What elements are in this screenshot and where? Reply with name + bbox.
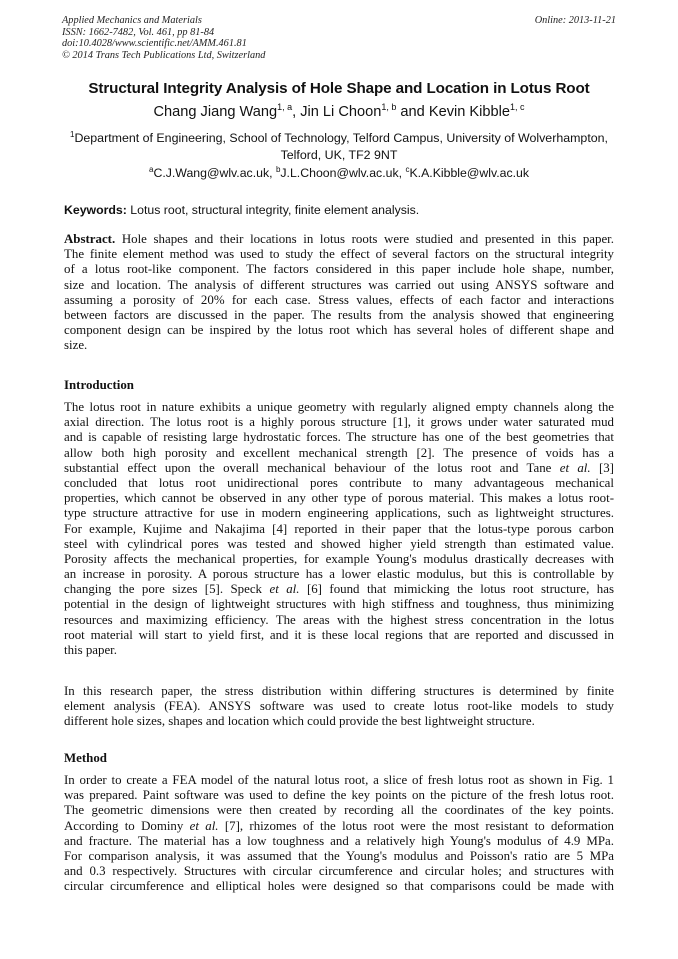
keywords-text: Lotus root, structural integrity, finite element analysis. — [126, 203, 420, 217]
introduction-paragraph-2 — [64, 684, 614, 730]
paragraph-line: properties, which cannot be observed in any other type of porous material. This makes a lotus root- — [64, 491, 614, 506]
paragraph-line: steel with cylindrical pores was tested and showed higher yield strength than estimated value. — [64, 536, 614, 551]
introduction-paragraph-1 — [64, 400, 614, 658]
paragraph-line: an increase in porosity. A porous structure has a lower elastic modulus, but this is controllable by — [64, 567, 614, 582]
email-separator: , — [398, 166, 406, 180]
author-list — [40, 104, 638, 120]
affiliation-line-1: Department of Engineering, School of Technology, Telford Campus, University of Wolverhampton, — [74, 131, 608, 145]
paragraph-line: and 0.3 respectively. Structures with circular circumference and circular holes; and structures with — [64, 864, 614, 879]
author-emails — [40, 166, 638, 180]
paragraph-line: According to Dominy et al. [7], rhizomes of the lotus root were the most resistant to deformation — [64, 818, 614, 833]
email-separator: , — [269, 166, 276, 180]
paper-title: Structural Integrity Analysis of Hole Shape and Location in Lotus Root — [88, 80, 590, 97]
copyright-line: © 2014 Trans Tech Publications Ltd, Switzerland — [62, 49, 266, 61]
paragraph-line: substantial effect upon the overall mechanical behaviour of the lotus root and Tane et al. [3] — [64, 460, 614, 475]
abstract-label: Abstract. — [64, 232, 116, 246]
abstract-line: size. — [64, 338, 88, 353]
journal-header — [62, 15, 616, 61]
author-separator: and — [396, 104, 429, 120]
paragraph-line: For example, Kujime and Nakajima [4] reported in their paper that the lotus-type porous carbon — [64, 521, 614, 536]
journal-name: Applied Mechanics and Materials — [62, 15, 202, 26]
section-heading: Introduction — [64, 378, 134, 392]
abstract-line: component design can be inspired by the lotus root which has several holes of different shape and — [64, 323, 614, 338]
paragraph-line: was prepared. Paint software was used to define the key points on the picture of the fresh lotus root. — [64, 788, 614, 803]
affiliation — [55, 130, 623, 163]
abstract-line: of a lotus root-like component. The factors considered in this paper include hole shape, number, — [64, 262, 614, 277]
et-al-italic: et al. — [189, 818, 219, 833]
abstract-line: Abstract. Hole shapes and their locations in lotus roots were studied and presented in this paper. — [64, 232, 614, 246]
author-separator: , — [292, 104, 301, 120]
introduction-heading — [64, 378, 614, 393]
paragraph-line: root material will start to yield first, and it is these local regions that are reported and discussed in — [64, 627, 614, 642]
author-affil-mark: 1, b — [381, 102, 397, 112]
paragraph-line: type structure attractive for use in modern engineering applications, such as lightweight structures. — [64, 506, 614, 521]
paragraph-line: In this research paper, the stress distribution within differing structures is determined by finite — [64, 684, 614, 698]
paragraph-line: For comparison analysis, it was assumed that the Young's modulus and Poisson's ratio are 5 MPa — [64, 848, 614, 863]
online-date: Online: 2013-11-21 — [534, 15, 616, 26]
author-name: Kevin Kibble — [428, 104, 510, 120]
email-link[interactable]: K.A.Kibble@wlv.ac.uk — [409, 166, 530, 180]
abstract-line: between factors are discussed in the paper. The results from the analysis showed that engineering — [64, 307, 614, 322]
method-heading — [64, 751, 614, 766]
author-affil-mark: 1, c — [509, 102, 525, 112]
paragraph-line: and fracture. The material has a low toughness and a relatively high Young's modulus of 4.9 MPa. — [64, 833, 614, 848]
abstract-line: size and location. The analysis of different structures was carried out using ANSYS software and — [64, 277, 614, 292]
et-al-italic: et al. — [559, 460, 591, 475]
keywords — [64, 203, 624, 217]
email-mark: c — [405, 165, 410, 174]
method-paragraph — [64, 773, 614, 895]
abstract — [64, 232, 614, 354]
paragraph-line: The lotus root in nature exhibits a unique geometry with regularly aligned empty channels along the — [64, 400, 614, 414]
keywords-label: Keywords: — [64, 203, 127, 217]
abstract-line: assuming a porosity of 20% for each case. Stress values, effects of each factor and interactions — [64, 292, 614, 307]
author-name: Chang Jiang Wang — [153, 104, 278, 120]
paragraph-line: different hole sizes, shapes and location which could provide the best lightweight structure. — [64, 714, 535, 729]
email-mark: b — [275, 165, 281, 174]
et-al-italic: et al. — [269, 582, 300, 597]
paragraph-line: circular circumference and elliptical holes were designed so that comparisons could be made with — [64, 879, 614, 894]
paragraph-line: resources and maximizing efficiency. The areas with the highest stress concentration in the lotus — [64, 612, 614, 627]
abstract-line: The finite element method was used to study the effect of several factors on the structural integrity — [64, 247, 614, 262]
paragraph-line: In order to create a FEA model of the natural lotus root, a slice of fresh lotus root as shown in Fig. 1 — [64, 773, 614, 787]
paragraph-line: Porosity affects the mechanical properties, for example Young's modulus drastically decreases with — [64, 551, 614, 566]
email-link[interactable]: C.J.Wang@wlv.ac.uk — [153, 166, 270, 180]
author-affil-mark: 1, a — [277, 102, 293, 112]
doi-line: doi:10.4028/www.scientific.net/AMM.461.81 — [62, 38, 247, 50]
paragraph-line: concluded that lotus root unidirectional pores contribute to many advantageous mechanical — [64, 475, 614, 490]
paragraph-line: axial direction. The lotus root is a highly porous structure [1], it grows under water saturated mud — [64, 415, 614, 430]
paragraph-line: The geometric dimensions were then created by recording all the coordinates of the key points. — [64, 803, 614, 818]
paragraph-line: allow both high porosity and excellent mechanical strength [2]. The presence of voids has a — [64, 445, 614, 460]
email-mark: a — [148, 165, 154, 174]
paragraph-line: element analysis (FEA). ANSYS software was used to create lotus root-like models to study — [64, 699, 614, 714]
affiliation-mark: 1 — [70, 130, 75, 139]
paragraph-line: this paper. — [64, 643, 117, 657]
issn-line: ISSN: 1662-7482, Vol. 461, pp 81-84 — [62, 26, 215, 38]
affiliation-line-2: Telford, UK, TF2 9NT — [280, 147, 398, 162]
author-name: Jin Li Choon — [300, 104, 382, 120]
email-link[interactable]: J.L.Choon@wlv.ac.uk — [280, 166, 399, 180]
paragraph-line: and is capable of resisting large hydrostatic forces. The structure has one of the best geometries that — [64, 430, 614, 445]
paragraph-line: changing the pore sizes [5]. Speck et al. [6] found that mimicking the lotus root structure, has — [64, 582, 614, 597]
paragraph-line: potential in the design of lightweight structures with high stiffness and toughness, thus minimizing — [64, 597, 614, 612]
section-heading: Method — [64, 751, 107, 765]
